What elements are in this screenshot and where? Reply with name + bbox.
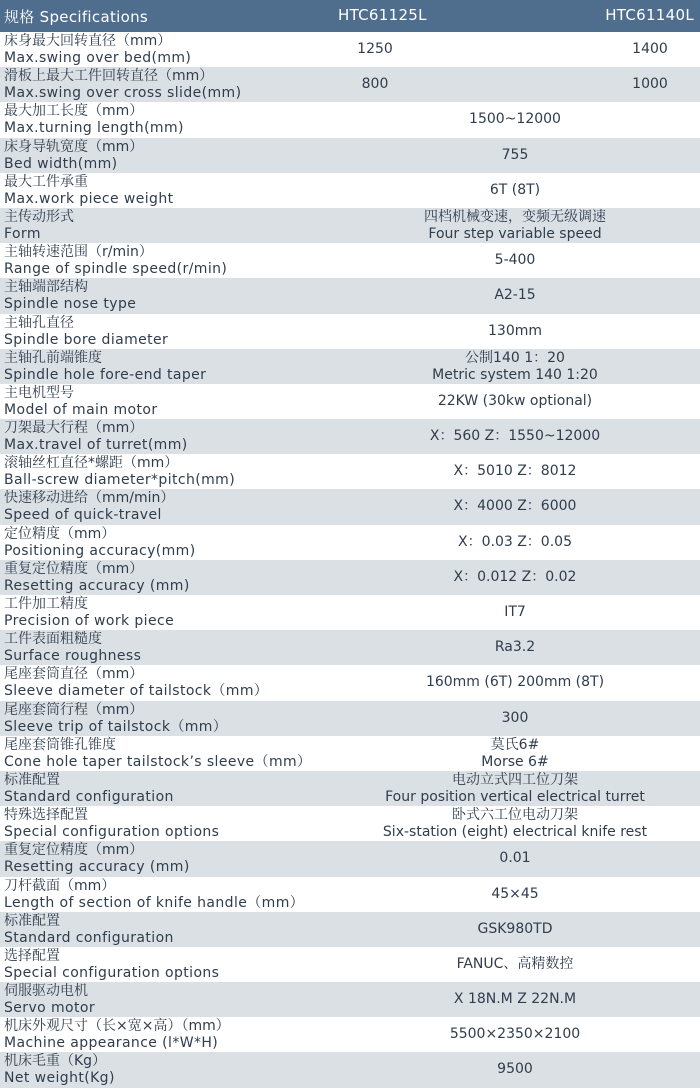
row-label (4, 948, 219, 982)
value-line-1: X：4000 Z：6000 (453, 498, 577, 515)
row-label-english: Max.travel of turret(mm) (4, 437, 188, 454)
value-shared (350, 569, 680, 586)
row-label-chinese: 滑板上最大工件回转直径（mm） (4, 68, 214, 85)
value-shared (350, 1026, 680, 1043)
row-label-chinese: 主传动形式 (4, 208, 74, 225)
row-label (4, 631, 141, 665)
row-label-chinese: 尾座套筒直径（mm） (4, 666, 144, 683)
value-model-a: 800 (361, 76, 389, 93)
table-row (0, 595, 700, 630)
value-line-1: 莫氏6# (490, 736, 540, 753)
value-line-1: X 18N.M Z 22N.M (453, 991, 577, 1008)
row-label-chinese: 工件加工精度 (4, 596, 88, 612)
row-label-chinese: 伺服驱动电机 (4, 983, 88, 1000)
value-line-1: 22KW (30kw optional) (437, 392, 593, 409)
row-label-english: Resetting accuracy (mm) (4, 577, 190, 594)
row-label-chinese: 最大加工长度（mm） (4, 103, 144, 120)
row-label (4, 983, 95, 1017)
value-line-1: 9500 (497, 1061, 533, 1078)
table-row (0, 419, 700, 454)
table-row (0, 32, 700, 67)
row-label (4, 702, 227, 736)
row-label (4, 174, 173, 208)
value-line-1: 电动立式四工位刀架 (452, 771, 578, 788)
row-label (4, 244, 227, 278)
value-shared (350, 287, 680, 304)
row-label (4, 490, 174, 524)
row-label (4, 209, 74, 243)
row-label (4, 315, 168, 349)
row-label (4, 878, 304, 912)
row-label-chinese: 床身最大回转直径（mm） (4, 33, 172, 49)
table-row (0, 806, 700, 841)
value-shared (350, 323, 680, 340)
row-label-chinese: 主轴转速范围（r/min） (4, 244, 153, 261)
row-label-english: Precision of work piece (4, 613, 175, 629)
value-line-1: A2-15 (494, 287, 536, 304)
value-line-1: X：0.03 Z：0.05 (458, 533, 572, 550)
value-shared (350, 674, 680, 691)
value-shared (350, 534, 680, 551)
value-line-1: Ra3.2 (494, 639, 536, 656)
value-line-1: 130mm (488, 322, 542, 339)
value-shared (350, 350, 680, 384)
value-model-b: 1400 (632, 41, 668, 57)
value-line-1: FANUC、高精数控 (456, 955, 574, 972)
value-line-1: X：0.012 Z：0.02 (453, 568, 577, 585)
row-label-english: Cone hole taper tailstock’s sleeve（mm） (4, 753, 312, 770)
table-row (0, 1017, 700, 1052)
row-label-chinese: 重复定位精度（mm） (4, 842, 144, 859)
row-label (4, 385, 157, 419)
model-b-column-header: HTC61140L (605, 6, 694, 24)
row-label (4, 350, 206, 384)
table-row (0, 489, 700, 524)
value-shared (350, 463, 680, 480)
row-label-chinese: 刀杆截面（mm） (4, 877, 116, 894)
table-row (0, 982, 700, 1017)
row-label (4, 103, 184, 137)
value-shared (350, 111, 680, 128)
table-row (0, 630, 700, 665)
value-model-b: 1000 (632, 76, 668, 93)
row-label-english: Ball-screw diameter*pitch(mm) (4, 472, 236, 489)
value-line-2: Four step variable speed (428, 225, 602, 242)
value-line-1: 卧式六工位电动刀架 (452, 807, 578, 824)
value-shared (350, 639, 680, 656)
row-label-chinese: 标准配置 (4, 771, 60, 788)
table-row (0, 771, 700, 806)
row-label-chinese: 快速移动进给（mm/min） (4, 490, 175, 507)
value-shared (350, 921, 680, 938)
value-shared (350, 737, 680, 771)
row-label-english: Sleeve diameter of tailstock（mm） (4, 683, 269, 700)
row-label-chinese: 标准配置 (4, 912, 60, 929)
row-label (4, 666, 268, 700)
value-shared (350, 182, 680, 199)
table-row (0, 454, 700, 489)
value-shared (350, 1061, 680, 1078)
row-label (4, 737, 311, 771)
table-row (0, 736, 700, 771)
row-label-chinese: 滚轴丝杠直径*螺距（mm） (4, 455, 179, 472)
row-label (4, 596, 174, 630)
row-label-english: Servo motor (4, 1000, 95, 1017)
value-shared (350, 428, 680, 445)
row-label (4, 455, 235, 489)
value-line-1: 6T (8T) (489, 181, 541, 198)
row-label (4, 913, 174, 947)
table-row (0, 701, 700, 736)
row-label-english: Max.swing over bed(mm) (4, 50, 192, 66)
table-row (0, 278, 700, 313)
table-row (0, 525, 700, 560)
table-row (0, 173, 700, 208)
row-label-english: Positioning accuracy(mm) (4, 542, 196, 559)
table-row (0, 912, 700, 947)
row-label-chinese: 选择配置 (4, 947, 60, 964)
value-shared (350, 807, 680, 841)
row-label-english: Bed width(mm) (4, 155, 118, 172)
table-row (0, 947, 700, 982)
row-label (4, 139, 143, 173)
row-label-english: Spindle hole fore-end taper (4, 366, 207, 383)
row-label (4, 1053, 115, 1087)
value-line-1: 公制140 1：20 (465, 349, 565, 366)
row-label-english: Speed of quick-travel (4, 507, 162, 524)
row-label-chinese: 重复定位精度（mm） (4, 560, 144, 577)
row-label-english: Net weight(Kg) (4, 1070, 115, 1087)
table-row (0, 243, 700, 278)
row-label-chinese: 特殊选择配置 (4, 807, 88, 824)
row-label (4, 420, 188, 454)
table-row (0, 877, 700, 912)
table-row (0, 1052, 700, 1087)
row-label-english: Length of section of knife handle（mm） (4, 894, 305, 911)
table-row (0, 102, 700, 137)
table-row (0, 841, 700, 876)
value-line-1: 45×45 (491, 885, 539, 902)
table-row (0, 314, 700, 349)
row-label-chinese: 最大工件承重 (4, 173, 88, 190)
value-line-1: X：5010 Z：8012 (453, 463, 577, 480)
row-label-english: Standard configuration (4, 788, 174, 805)
value-line-1: 300 (501, 709, 529, 726)
value-shared (350, 772, 680, 806)
row-label (4, 807, 219, 841)
table-body (0, 32, 700, 1088)
value-line-1: 160mm (6T) 200mm (8T) (425, 674, 605, 691)
value-line-1: 四档机械变速，变频无级调速 (424, 208, 606, 225)
value-line-1: IT7 (504, 604, 526, 620)
value-line-1: GSK980TD (477, 920, 553, 937)
row-label-chinese: 工件表面粗糙度 (4, 631, 102, 648)
value-line-2: Four position vertical electrical turret (385, 788, 645, 805)
row-label (4, 772, 174, 806)
row-label-english: Max.swing over cross slide(mm) (4, 85, 242, 102)
row-label-chinese: 刀架最大行程（mm） (4, 420, 144, 437)
row-label (4, 68, 241, 102)
model-a-column-header: HTC61125L (338, 6, 427, 24)
row-label-english: Resetting accuracy (mm) (4, 859, 190, 876)
row-label-chinese: 定位精度（mm） (4, 525, 116, 542)
row-label (4, 33, 191, 67)
row-label (4, 526, 196, 560)
table-row (0, 67, 700, 102)
value-shared (350, 604, 680, 621)
row-label (4, 561, 190, 595)
row-label-english: Model of main motor (4, 401, 158, 418)
row-label-chinese: 床身导轨宽度（mm） (4, 138, 144, 155)
value-shared (350, 252, 680, 269)
row-label-english: Special configuration options (4, 964, 220, 981)
row-label-chinese: 主轴孔直径 (4, 314, 74, 331)
row-label-english: Spindle nose type (4, 296, 137, 313)
value-shared (350, 886, 680, 903)
spec-column-header: 规格 Specifications (4, 8, 148, 26)
row-label-chinese: 机床外观尺寸（长×宽×高）（mm） (4, 1018, 230, 1035)
row-label-english: Standard configuration (4, 929, 174, 946)
row-label-english: Surface roughness (4, 648, 142, 665)
value-line-1: 5500×2350×2100 (449, 1026, 581, 1043)
value-line-2: Metric system 140 1:20 (432, 366, 598, 383)
row-label-english: Max.turning length(mm) (4, 120, 184, 137)
row-label-english: Max.work piece weight (4, 190, 174, 207)
value-shared (350, 850, 680, 867)
row-label-chinese: 主电机型号 (4, 384, 74, 401)
value-model-a: 1250 (357, 41, 393, 57)
value-line-2: Six-station (eight) electrical knife rest (382, 824, 648, 841)
value-line-1: 755 (501, 146, 529, 163)
row-label-english: Form (4, 225, 41, 242)
table-row (0, 665, 700, 700)
row-label-chinese: 机床毛重（Kg） (4, 1053, 107, 1070)
row-label-chinese: 尾座套筒锥孔锥度 (4, 736, 116, 753)
value-shared (350, 498, 680, 515)
value-shared (350, 147, 680, 164)
row-label-chinese: 主轴孔前端锥度 (4, 349, 102, 366)
table-header (0, 0, 700, 32)
value-shared (350, 991, 680, 1008)
value-line-2: Morse 6# (481, 753, 549, 770)
value-shared (350, 393, 680, 410)
row-label-english: Special configuration options (4, 824, 220, 841)
row-label-english: Sleeve trip of tailstock（mm） (4, 718, 228, 735)
table-row (0, 138, 700, 173)
value-line-1: 5-400 (494, 252, 536, 269)
value-shared (350, 956, 680, 973)
value-line-1: 1500~12000 (469, 111, 561, 128)
row-label (4, 842, 190, 876)
table-row (0, 384, 700, 419)
row-label-english: Machine appearance (l*W*H) (4, 1035, 219, 1052)
row-label (4, 1018, 230, 1052)
table-row (0, 560, 700, 595)
value-shared (350, 209, 680, 243)
value-shared (350, 710, 680, 727)
table-row (0, 349, 700, 384)
row-label-english: Range of spindle speed(r/min) (4, 261, 228, 278)
row-label (4, 279, 136, 313)
value-line-1: 0.01 (499, 850, 531, 867)
row-label-english: Spindle bore diameter (4, 331, 169, 348)
value-line-1: X：560 Z：1550~12000 (429, 428, 601, 445)
row-label-chinese: 尾座套筒行程（mm） (4, 701, 144, 718)
table-row (0, 208, 700, 243)
row-label-chinese: 主轴端部结构 (4, 279, 88, 296)
